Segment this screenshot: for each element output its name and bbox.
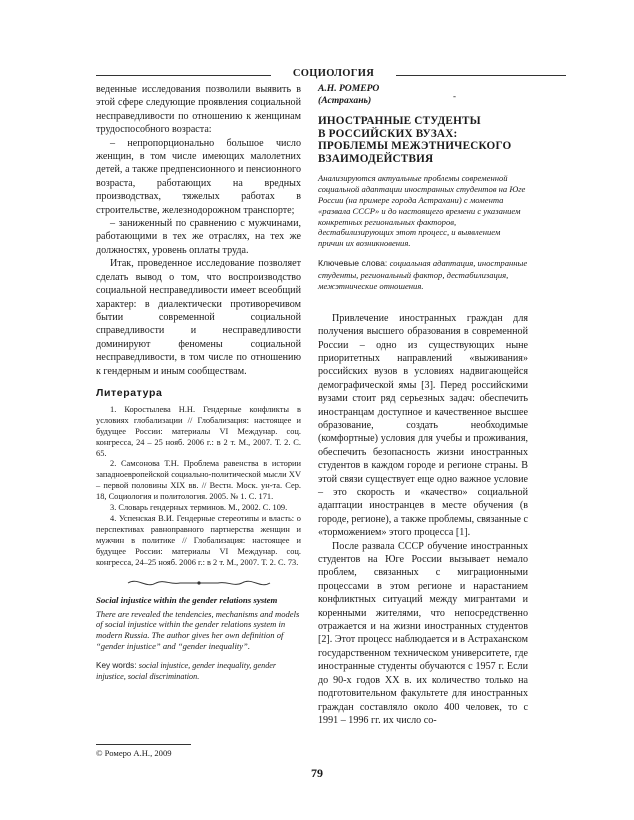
stray-mark: - <box>453 91 456 101</box>
article-title-line: В РОССИЙСКИХ ВУЗАХ: <box>318 127 458 140</box>
russian-abstract: Анализируются актуальные проблемы современной социальной адаптации иностранных студентов на Юге России (на примере города Астрахани) с момента «развала СССР» и до настоящего времени с указанием конкретных региональных факторов, дестабилизирующих этот процесс, и выявлением причин их возникновения. <box>318 173 526 249</box>
reference-item: 2. Самсонова Т.Н. Проблема равенства в истории западноевропейской социально-политической мысли XV – первой половины XIX вв. // Вестн. Моск. ун-та. Сер. 18, Социология и политология. 2005. № 1. С. 171. <box>96 459 301 502</box>
paragraph: Итак, проведенное исследование позволяет сделать вывод о том, что воспроизводство социальной несправедливости имеет всеобщий характер: в диалектически противоречивом бытии современной социальной справедливости и несправедливости доминируют феномены социальной несправедливости, в том числе по отношению к гендерным и иным сообществам. <box>96 258 301 377</box>
paragraph: – непропорционально большое число женщин, в том числе имеющих малолетних детей, а также предпенсионного и пенсионного возраста, работающих на вредных производствах, тяжелых работах в строительстве, железнодорожном транспорте; <box>96 137 301 216</box>
reference-item: 1. Коростылева Н.Н. Гендерные конфликты в условиях глобализации // Глобализация: настоящее и будущее России: материалы VI Междунар. соц. конгресса, 24 – 25 нояб. 2006 г.: в 2 т. М., 2007. Т. 2. С. 65. <box>96 404 301 458</box>
english-abstract: There are revealed the tendencies, mechanisms and models of social injustice within the gender relations system in modern Russia. The author gives her own definition of “gender injustice” and “gender inequality”. <box>96 608 300 652</box>
author-city: (Астрахань) <box>318 95 372 106</box>
keywords-label: Key words: <box>96 661 137 671</box>
reference-list <box>96 405 301 569</box>
english-title: Social injustice within the gender relations system <box>96 594 278 605</box>
article-title-line: ИНОСТРАННЫЕ СТУДЕНТЫ <box>318 115 481 127</box>
keywords-values: социальная адаптация, иностранные студенты, региональный фактор, дестабилизация, межэтнические отношения. <box>318 257 528 292</box>
literature-heading: Литература <box>96 386 163 399</box>
section-title: СОЦИОЛОГИЯ <box>292 68 375 79</box>
paragraph: веденные исследования позволили выявить в этой сфере следующие проявления социальной несправедливости по отношению к женщинам трудоспособного возраста: <box>96 84 301 136</box>
left-body-text <box>96 83 301 378</box>
copyright-footnote: © Ромеро А.Н., 2009 <box>96 748 172 758</box>
english-keywords <box>96 661 301 682</box>
article-title-line: ВЗАИМОДЕЙСТВИЯ <box>318 152 434 165</box>
ornament-divider <box>124 577 274 589</box>
right-column <box>318 83 528 727</box>
footnote-rule <box>96 744 191 745</box>
keywords-label: Ключевые слова: <box>318 257 388 268</box>
reference-item: 3. Словарь гендерных терминов. М., 2002. С. 109. <box>110 503 288 513</box>
header-rule-left <box>96 75 271 76</box>
page-number: 79 <box>311 766 323 780</box>
article-title <box>318 115 528 165</box>
left-column <box>96 83 301 682</box>
russian-keywords <box>318 258 528 293</box>
author-name: А.Н. РОМЕРО <box>318 83 380 94</box>
reference-item: 4. Успенская В.И. Гендерные стереотипы и власть: о перспективах равноправного партнерства женщин и мужчин в политике // Глобализация: настоящее и будущее России: материалы VI Междунар. соц. конгресса, 24–25 нояб. 2006 г.: в 2 т. М., 2007. Т. 2. С. 73. <box>96 514 301 567</box>
paragraph: После развала СССР обучение иностранных студентов на Юге России вызывает немало проблем, связанных с миграционными процессами в этом регионе и нарастанием конфликтных ситуаций между мигрантами и коренными жителями, что непосредственно отражается и на жизни иностранных студентов [2]. Этот процесс наблюдается и в Астраханском государственном техническом университете, где иностранные студенты обучаются с 1957 г. Если до 90-х годов XX в. их количество только на подготовительном факультете для иностранных граждан составляло около 400 человек, то с 1991 – 1996 гг. их число со- <box>318 540 528 726</box>
article-title-line: ПРОБЛЕМЫ МЕЖЭТНИЧЕСКОГО <box>318 140 512 153</box>
running-header <box>96 68 566 82</box>
paragraph: Привлечение иностранных граждан для получения высшего образования в современной России – одно из существующих ныне приоритетных направлений «выживания» российских вузов в условиях надвигающейся демографической ямы [3]. Перед российскими вузами стоит ряд серьезных задач: обеспечить иностранцам доступное и качественное высшее образование, создать необходимые (комфортные) условия для учебы и проживания, обеспечить безопасность жизни иностранных студентов в каждом городе и регионе страны. В этой связи существует еще одно важное условие – это скорость и «качество» социальной адаптации иностранцев в месте обучения (в городе, регионе), а также проблемы, связанные с «торможением» этого процесса [1]. <box>318 312 528 539</box>
keywords-values: social injustice, gender inequality, gender injustice, social discrimination. <box>96 661 277 681</box>
right-body-text <box>318 312 528 728</box>
paragraph: – заниженный по сравнению с мужчинами, работающими в тех же отраслях, на тех же должностях, уровень оплаты труда. <box>96 218 301 256</box>
header-rule-right <box>396 75 566 76</box>
